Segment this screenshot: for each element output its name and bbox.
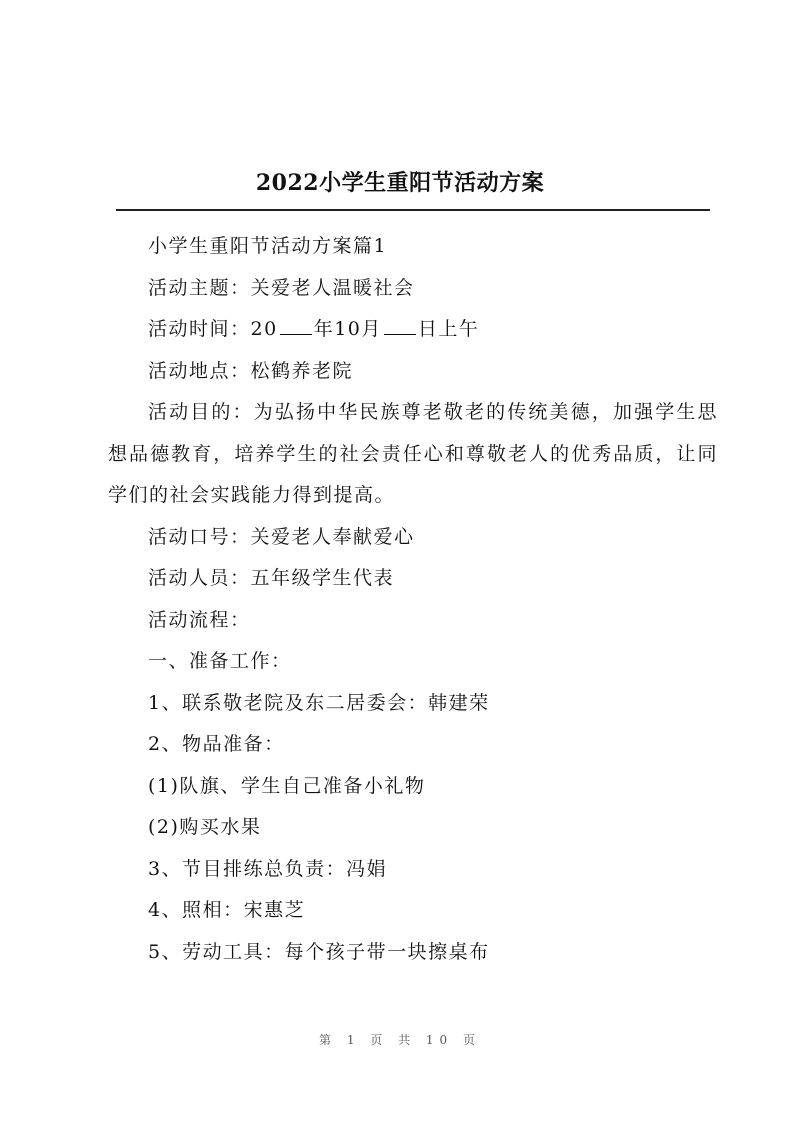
prep-item-4: 4、照相：宋惠芝 <box>148 899 306 921</box>
activity-place: 活动地点：松鹤养老院 <box>148 359 354 382</box>
prep-item-5: 5、劳动工具：每个孩子带一块擦桌布 <box>148 940 490 963</box>
prep-item-2a: (1)队旗、学生自己准备小礼物 <box>148 774 426 797</box>
activity-time <box>108 309 718 351</box>
page-footer: 第 1 页 共 10 页 <box>319 1033 481 1047</box>
document-body <box>108 226 718 973</box>
prep-item-1: 1、联系敬老院及东二居委会：韩建荣 <box>148 691 490 714</box>
activity-slogan: 活动口号：关爱老人奉献爱心 <box>148 525 415 548</box>
blank-day <box>384 316 416 335</box>
activity-time-prefix: 活动时间：20 <box>148 318 278 340</box>
activity-time-month: 年10月 <box>313 318 382 340</box>
prep-item-2: 2、物品准备： <box>148 733 285 755</box>
activity-time-suffix: 日上午 <box>417 318 480 340</box>
prep-item-2b: (2)购买水果 <box>148 816 262 838</box>
blank-year <box>280 316 312 335</box>
activity-purpose: 活动目的：为弘扬中华民族尊老敬老的传统美德，加强学生思想品德教育，培养学生的社会责任心和尊敬老人的优秀品质，让同学们的社会实践能力得到提高。 <box>108 401 718 506</box>
document-title: 2022小学生重阳节活动方案 <box>255 170 545 196</box>
prep-item-3: 3、节目排练总负责：冯娟 <box>148 857 388 880</box>
activity-theme: 活动主题：关爱老人温暖社会 <box>148 276 415 299</box>
activity-people: 活动人员：五年级学生代表 <box>148 567 395 589</box>
activity-process: 活动流程： <box>148 608 251 631</box>
prep-heading: 一、准备工作： <box>148 650 292 672</box>
title-underline <box>116 209 710 211</box>
section-heading: 小学生重阳节活动方案篇1 <box>148 235 388 257</box>
